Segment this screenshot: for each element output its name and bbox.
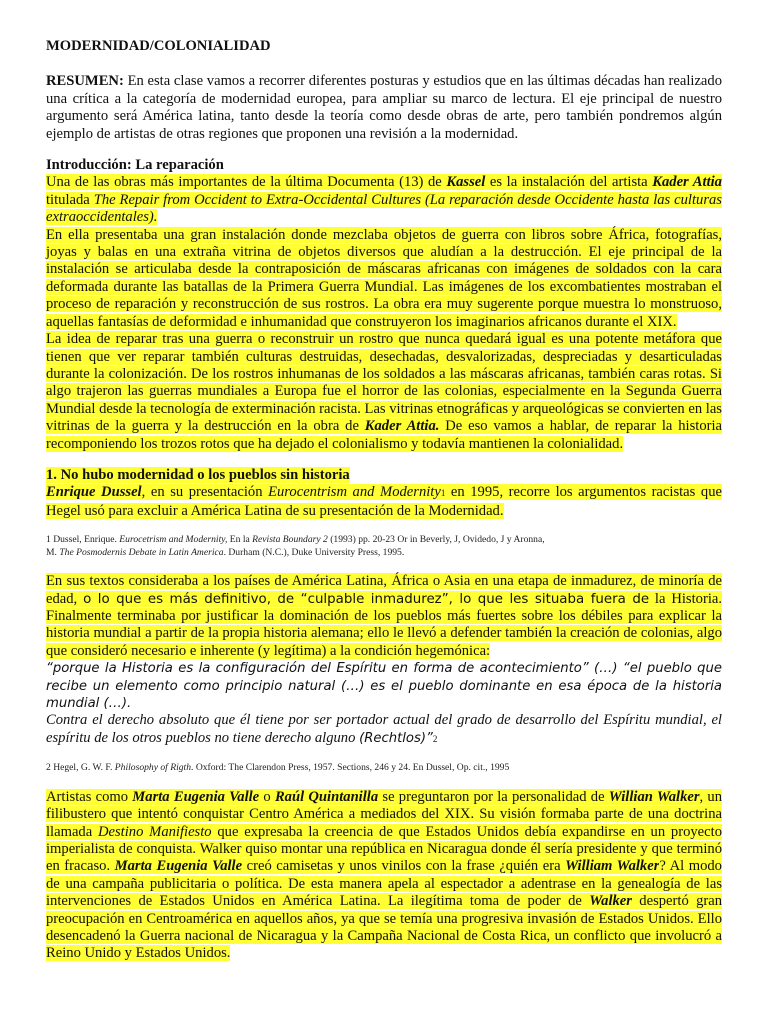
footnote-1 xyxy=(46,534,722,559)
hegel-quote xyxy=(46,660,722,748)
intro-p1-text-c: titulada xyxy=(46,191,94,208)
s2-text-f: creó camisetas y unos vinilos con la frase ¿quién era xyxy=(242,858,566,875)
intro-heading: Introducción: La reparación xyxy=(46,157,224,174)
s2-text-h: despertó gran preocupación en Centroamérica en aquellos años, ya que se temía una progresiva invasión de Estados Unidos. Ello desencadenó la Guerra nacional de Nicaragua y la Campaña Nacional de Costa Rica, un conflicto que involucró a Reino Unido y Estados Unidos. xyxy=(46,893,723,962)
intro-paragraph-3 xyxy=(46,331,722,453)
footnote-2 xyxy=(46,762,722,775)
footnote-2-text-b: . Oxford: The Clarendon Press, 1957. Sections, 246 y 24. En Dussel, Op. cit., 1995 xyxy=(191,762,510,774)
footnote-ref-2: 2 xyxy=(432,733,438,744)
author-name-dussel: Enrique Dussel xyxy=(46,484,142,501)
footnote-2-work: Philosophy of Rigth xyxy=(114,762,192,774)
footnote-1-text-d: M. xyxy=(46,546,60,558)
footnote-1-journal: Revista Boundary 2 xyxy=(252,534,328,546)
person-name-william-walker: William Walker xyxy=(565,858,660,875)
s2-text-o: o xyxy=(259,788,275,805)
resumen-label: RESUMEN: xyxy=(46,73,124,90)
intro-p1-text-a: Una de las obras más importantes de la última Documenta (13) de xyxy=(46,174,447,191)
section-1-paragraph-2 xyxy=(46,573,722,660)
s2-text-b: se preguntaron por la personalidad de xyxy=(378,788,609,805)
section-1-paragraph-1 xyxy=(46,484,722,520)
footnote-2-number: 2 xyxy=(46,762,51,774)
destino-manifiesto: Destino Manifiesto xyxy=(97,823,212,840)
artist-name-quintanilla: Raúl Quintanilla xyxy=(274,788,379,805)
kassel-name: Kassel xyxy=(446,174,486,191)
footnote-1-number: 1 xyxy=(46,534,51,546)
section-1-heading xyxy=(46,467,722,484)
quote-part-a: “porque la Historia es la configuración del Espíritu en forma de acontecimiento” (…) “el pueblo que recibe un elemento como principio natural (…) es el pueblo dominante en esa época de la historia mundial (…). xyxy=(46,661,722,711)
work-title-repair: The Repair from Occident to Extra-Occidental Cultures (La reparación desde Occidente hasta las culturas extraoccidentales). xyxy=(46,191,722,226)
artist-name-valle-2: Marta Eugenia Valle xyxy=(114,858,243,875)
s1-p2-text-a: En sus textos consideraba a los países de América Latina, África o Asia en una etapa de inmadurez, de minoría de edad, xyxy=(46,573,722,607)
resumen-paragraph xyxy=(46,73,722,143)
resumen-text: En esta clase vamos a recorrer diferentes posturas y estudios que en las últimas décadas han realizado una crítica a la categoría de modernidad europea, para ampliar su marco de lectura. El eje principal de nuestro argumento será América latina, tanto desde la teoría como desde obras de arte, pero también pondremos algún ejemplo de artistas de otras regiones que proponen una revisión a la modernidad. xyxy=(46,73,722,142)
intro-p2-text: En ella presentaba una gran instalación donde mezclaba objetos de guerra con libros sobre África, fotografías, joyas y balas en una extraña vitrina de objetos diversos que aludían a la destrucción. El eje principal de la instalación se articulaba desde la contraposición de máscaras africanas con imágenes de soldados con la cara deformada durante las batallas de la Primera Guerra Mundial. Las imágenes de los excombatientes mostraban el proceso de reparación y reconstrucción de sus rostros. La obra era muy sugerente porque muestra lo monstruoso, aquellas fantasías de deformidad e inhumanidad que construyeron los imaginarios africanos durante el XIX. xyxy=(46,226,722,330)
footnote-1-text-a: Dussel, Enrique. xyxy=(50,534,120,546)
person-name-walker: Willian Walker xyxy=(608,788,700,805)
footnote-ref-1: 1 xyxy=(440,488,446,499)
s2-text-e: que expresaba la creencia de que Estados Unidos debía expandirse en un proyecto imperialista de conquista. Walker quiso montar una república en Nicaragua donde él sería presidente y que terminó en fracaso. xyxy=(46,823,722,875)
s1-text-a: , en su presentación xyxy=(141,484,269,501)
intro-paragraph-1 xyxy=(46,174,722,226)
s2-text-c: , un filibustero que intentó conquistar Centro América a mediados del XIX. xyxy=(46,788,723,823)
document-page xyxy=(46,38,722,963)
intro-p3-text-b: De eso vamos a hablar, de reparar la historia recomponiendo los trozos rotos que ha dejado el colonialismo y todavía mantienen la colonialidad. xyxy=(46,418,723,452)
s2-text-a: Artistas como xyxy=(46,788,133,805)
intro-paragraph-2 xyxy=(46,227,722,331)
s1-p2-text-b: la Historia. Finalmente terminaba por justificar la dominación de los pueblos más fuertes sobre los débiles para explicar la historia mundial a partir de la propia historia alemana; ello le llevó a defender también la creación de colonias, algo que consideró necesario e inherente (y legítima) a la condición hegemónica: xyxy=(46,590,722,659)
footnote-1-book: The Posmodernis Debate in Latin America xyxy=(59,546,224,558)
work-title-eurocentrism: Eurocentrism and Modernity xyxy=(268,484,441,501)
s1-text-b: en 1995, recorre los argumentos racistas que Hegel usó para excluir a América Latina de su presentación de la Modernidad. xyxy=(46,484,722,519)
footnote-1-text-c: (1993) pp. 20-23 Or in Beverly, J, Ovidedo, J y Aronna, xyxy=(327,534,545,546)
section-1-heading-text: 1. No hubo modernidad o los pueblos sin historia xyxy=(46,466,350,483)
s2-text-g: ? Al modo de una campaña publicitaria o política. De esta manera apela al espectador a adentrase en la genealogía de las intervenciones de Estados Unidos en América Latina. La ilegítima toma de poder de xyxy=(46,858,722,910)
artist-name-attia-2: Kader Attia. xyxy=(364,418,440,435)
footnote-1-text-b: En la xyxy=(227,534,253,546)
document-title: MODERNIDAD/COLONIALIDAD xyxy=(46,38,271,54)
intro-p1-text-b: es la instalación del artista xyxy=(485,174,653,191)
footnote-1-work: Eurocetrism and Modernity, xyxy=(119,534,228,546)
intro-p3-text-a: La idea de reparar tras una guerra o reconstruir un rostro que nunca quedará igual es una potente metáfora que tienen que ver reparar también culturas destruidas, desechadas, desvalorizadas, despreciadas y desarticuladas durante la colonización. De los rostros inhumanas de los soldados a las máscaras africanas, también caras rotas. Si algo trajeron las guerras mundiales a Europa fue el horror de las colonias, especialmente en la Segunda Guerra Mundial desde la tecnología de exterminación racista. Las vitrinas etnográficas y arqueológicas se convierten en las vitrinas de la guerra y la destrucción en la obra de xyxy=(46,331,722,435)
s2-text-d: Su visión formaba parte de una doctrina llamada xyxy=(46,806,723,840)
person-name-walker-3: Walker xyxy=(589,893,632,910)
footnote-1-text-e: . Durham (N.C.), Duke University Press, 1995. xyxy=(223,546,405,558)
section-2-paragraph xyxy=(46,789,722,963)
quote-part-b: Contra el derecho absoluto que él tiene por ser portador actual del grado de desarrollo del Espíritu mundial, el espíritu de los otros pueblos no tiene derecho alguno xyxy=(46,712,722,746)
quote-rechtlos: (Rechtlos)” xyxy=(359,730,433,746)
footnote-2-text-a: Hegel, G. W. F. xyxy=(50,762,115,774)
artist-name-attia: Kader Attia xyxy=(652,174,722,191)
artist-name-valle: Marta Eugenia Valle xyxy=(132,788,260,805)
s1-p2-handwritten: o lo que es más definitivo, de “culpable inmadurez”, lo que les situaba fuera de xyxy=(83,591,650,607)
